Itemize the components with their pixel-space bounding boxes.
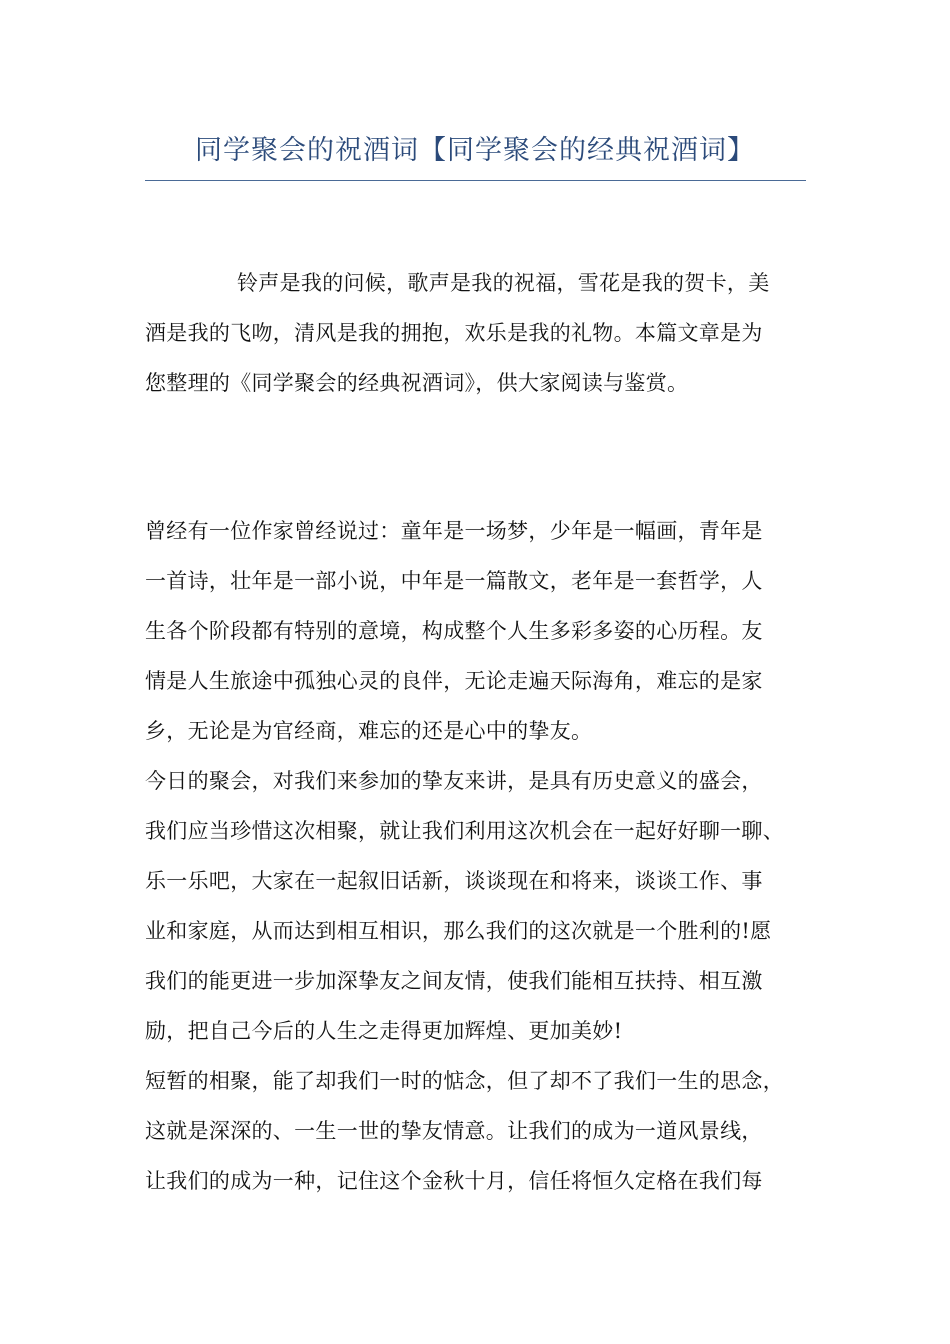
paragraph-line: 乡，无论是为官经商，难忘的还是心中的挚友。: [145, 719, 593, 743]
paragraph-line: 情是人生旅途中孤独心灵的良伴，无论走遍天际海角，难忘的是家: [145, 669, 763, 693]
paragraph-line: 业和家庭，从而达到相互相识，那么我们的这次就是一个胜利的!愿: [145, 919, 772, 943]
paragraph-line: 让我们的成为一种，记住这个金秋十月，信任将恒久定格在我们每: [145, 1169, 763, 1193]
paragraph-line: 我们应当珍惜这次相聚，就让我们利用这次机会在一起好好聊一聊、: [145, 819, 784, 843]
intro-line: 酒是我的飞吻，清风是我的拥抱，欢乐是我的礼物。本篇文章是为: [145, 321, 763, 345]
paragraph-line: 我们的能更进一步加深挚友之间友情，使我们能相互扶持、相互激: [145, 969, 763, 993]
paragraph-line: 乐一乐吧，大家在一起叙旧话新，谈谈现在和将来，谈谈工作、事: [145, 869, 763, 893]
title-underline: [145, 180, 806, 181]
document-title: 同学聚会的祝酒词【同学聚会的经典祝酒词】: [195, 135, 755, 166]
paragraph-line: 今日的聚会，对我们来参加的挚友来讲，是具有历史意义的盛会，: [145, 769, 763, 793]
paragraph-line: 一首诗，壮年是一部小说，中年是一篇散文，老年是一套哲学，人: [145, 569, 763, 593]
paragraph-line: 生各个阶段都有特别的意境，构成整个人生多彩多姿的心历程。友: [145, 619, 763, 643]
paragraph-line: 曾经有一位作家曾经说过：童年是一场梦，少年是一幅画，青年是: [145, 519, 763, 543]
paragraph-line: 短暂的相聚，能了却我们一时的惦念，但了却不了我们一生的思念，: [145, 1069, 784, 1093]
paragraph-line: 励，把自己今后的人生之走得更加辉煌、更加美妙!: [145, 1019, 623, 1043]
intro-line: 铃声是我的问候，歌声是我的祝福，雪花是我的贺卡，美: [237, 271, 770, 295]
intro-line: 您整理的《同学聚会的经典祝酒词》，供大家阅读与鉴赏。: [145, 371, 689, 395]
paragraph-line: 这就是深深的、一生一世的挚友情意。让我们的成为一道风景线，: [145, 1119, 763, 1143]
